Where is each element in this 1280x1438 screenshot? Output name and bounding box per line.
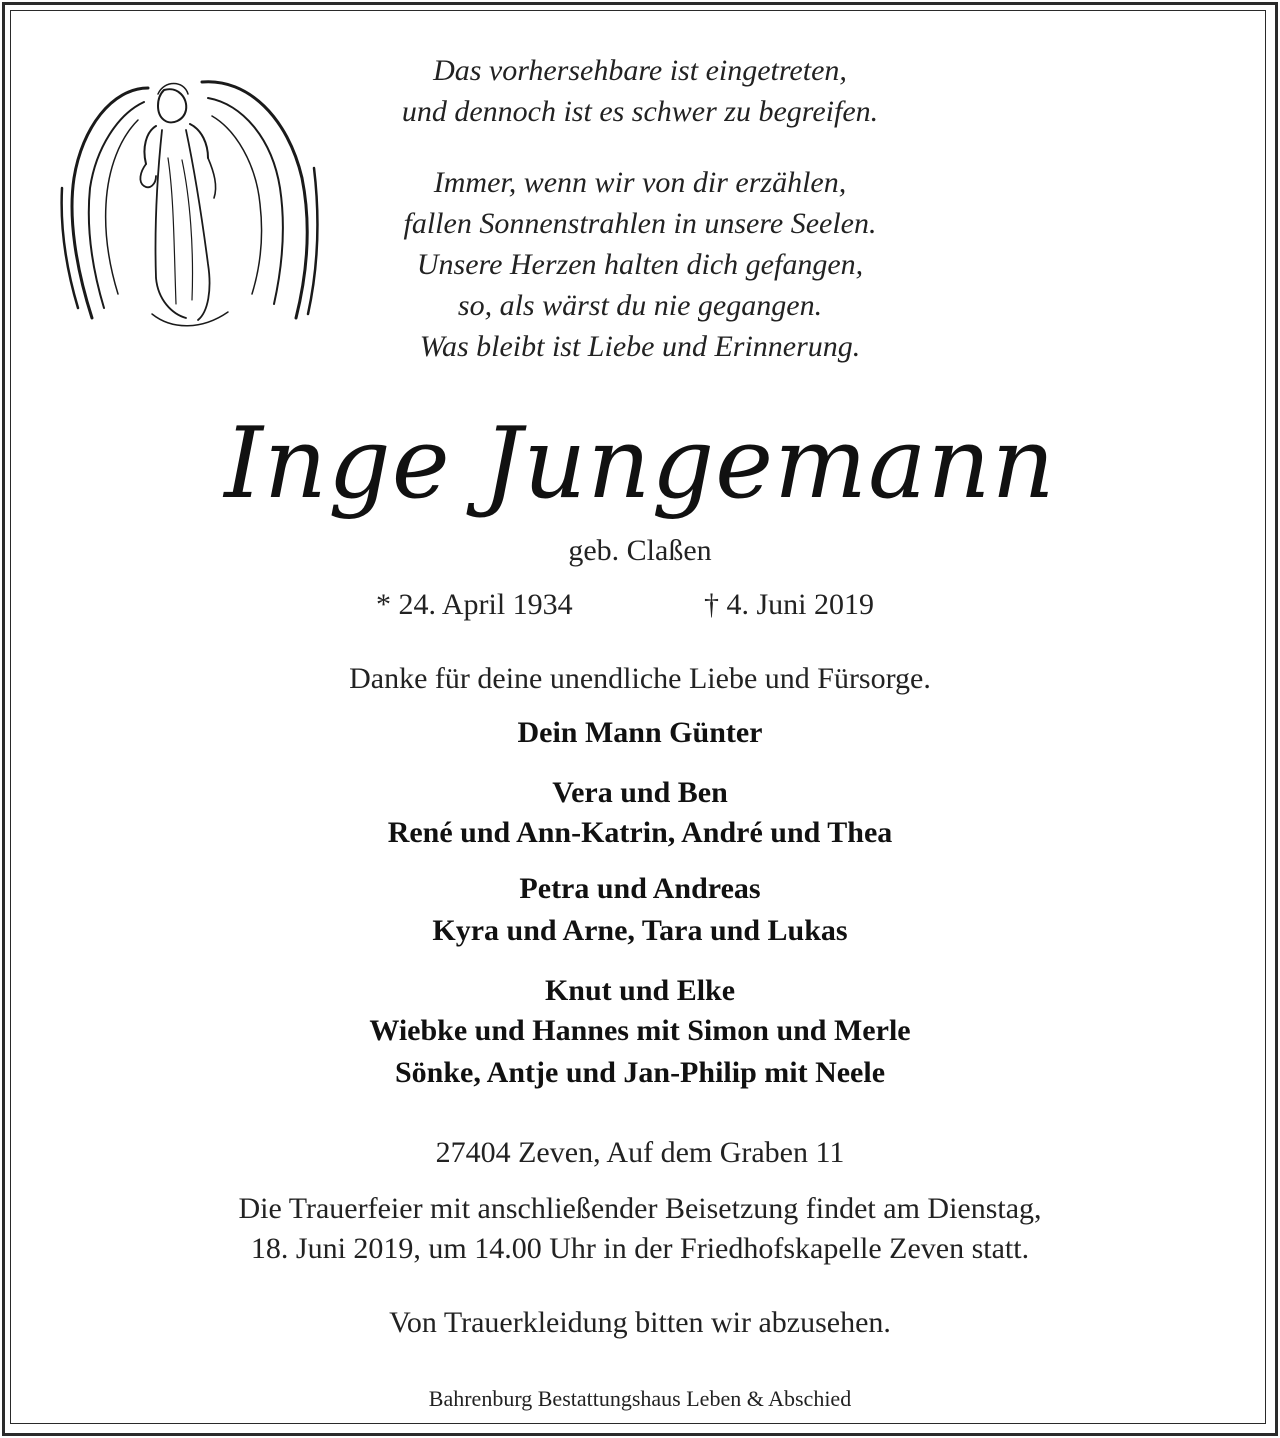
birth-date: * 24. April 1934 xyxy=(376,588,573,621)
poem-line: fallen Sonnenstrahlen in unsere Seelen. xyxy=(403,207,877,240)
poem-line: Was bleibt ist Liebe und Erinnerung. xyxy=(419,330,861,363)
mourner-family-line: René und Ann-Katrin, André und Thea xyxy=(387,816,893,849)
poem-line: Immer, wenn wir von dir erzählen, xyxy=(433,166,847,199)
life-dates xyxy=(0,588,1280,628)
poem-line: Das vorhersehbare ist eingetreten, xyxy=(433,54,847,87)
funeral-home-credit: Bahrenburg Bestattungshaus Leben & Abschied xyxy=(428,1386,852,1411)
mourner-family-line: Kyra und Arne, Tara und Lukas xyxy=(432,914,848,947)
mourner-family-line: Knut und Elke xyxy=(544,974,736,1007)
poem-stanza-1 xyxy=(330,50,950,132)
angel-illustration xyxy=(52,68,322,348)
thanks-text: Danke für deine unendliche Liebe und Fürsorge. xyxy=(349,662,931,695)
dress-code-note: Von Trauerkleidung bitten wir abzusehen. xyxy=(389,1306,891,1339)
mourner-husband: Dein Mann Günter xyxy=(517,716,763,749)
poem-line: so, als wärst du nie gegangen. xyxy=(457,289,823,322)
poem-line: Unsere Herzen halten dich gefangen, xyxy=(416,248,864,281)
mourner-family-line: Vera und Ben xyxy=(552,776,728,809)
mourner-family-line: Wiebke und Hannes mit Simon und Merle xyxy=(369,1014,911,1047)
poem-stanza-2 xyxy=(330,162,950,367)
mourner-family-line: Sönke, Antje und Jan-Philip mit Neele xyxy=(394,1056,886,1089)
address: 27404 Zeven, Auf dem Graben 11 xyxy=(435,1136,845,1169)
service-text-line: 18. Juni 2019, um 14.00 Uhr in der Friedhofskapelle Zeven statt. xyxy=(250,1232,1030,1265)
poem-line: und dennoch ist es schwer zu begreifen. xyxy=(401,95,879,128)
death-date: † 4. Juni 2019 xyxy=(704,588,875,621)
deceased-name: Inge Jungemann xyxy=(224,407,1056,521)
mourner-family-line: Petra und Andreas xyxy=(519,872,761,905)
service-text-line: Die Trauerfeier mit anschließender Beisetzung findet am Dienstag, xyxy=(238,1192,1042,1225)
birth-name: geb. Claßen xyxy=(568,534,712,567)
